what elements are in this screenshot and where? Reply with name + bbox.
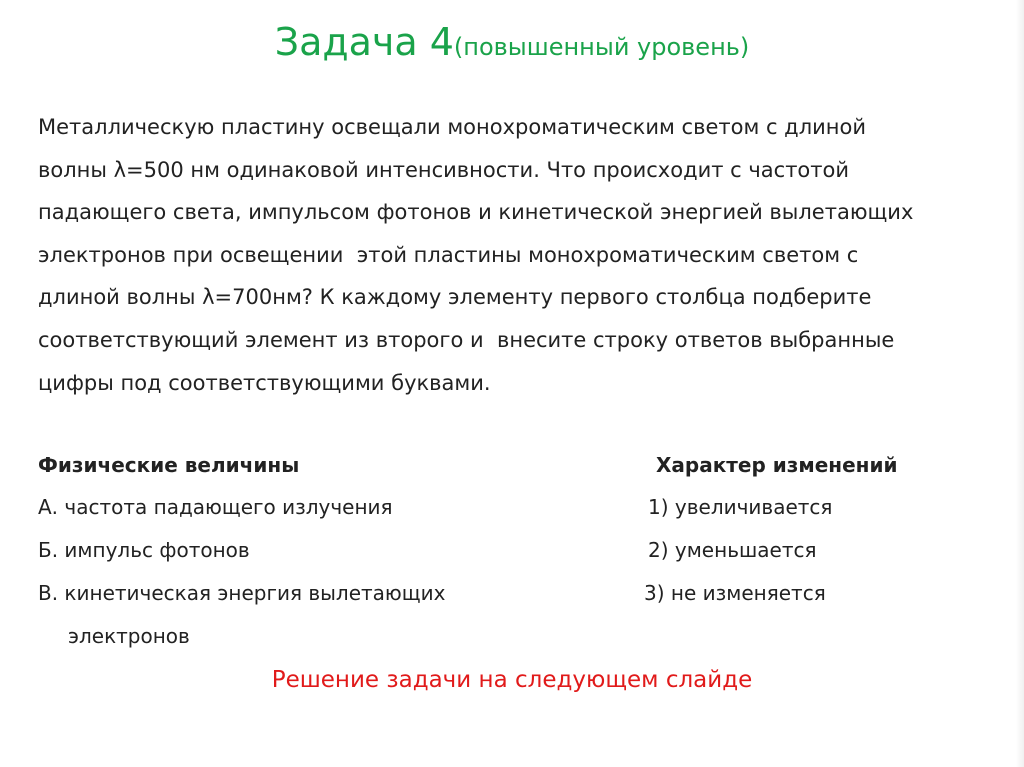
paragraph-line: падающего света, импульсом фотонов и кинетической энергией вылетающих (38, 200, 914, 225)
changes-header: Характер изменений (656, 453, 898, 477)
paragraph-line: электронов при освещении этой пластины монохроматическим светом с (38, 242, 859, 267)
quantity-item-a: А. частота падающего излучения (38, 495, 393, 519)
title-subtitle: (повышенный уровень) (453, 33, 750, 61)
quantity-item-c-continuation: электронов (68, 624, 190, 648)
solution-note: Решение задачи на следующем слайде (271, 667, 753, 693)
paragraph-line: волны λ=500 нм одинаковой интенсивности. Что происходит с частотой (38, 157, 850, 182)
problem-statement (38, 106, 998, 404)
change-option-1: 1) увеличивается (648, 495, 833, 519)
quantities-header: Физические величины (38, 453, 300, 477)
title-main: Задача 4 (274, 20, 454, 64)
quantity-item-b: Б. импульс фотонов (38, 538, 250, 562)
paragraph-line: цифры под соответствующими буквами. (38, 370, 491, 395)
quantity-item-c: В. кинетическая энергия вылетающих (38, 581, 446, 605)
change-option-2: 2) уменьшается (648, 538, 817, 562)
paragraph-line: длиной волны λ=700нм? К каждому элементу первого столбца подберите (38, 285, 872, 310)
slide-title (0, 20, 1024, 64)
paragraph-line: Металлическую пластину освещали монохроматическим светом с длиной (38, 115, 867, 139)
column-headers (38, 453, 998, 483)
slide-edge-shadow (1016, 0, 1024, 767)
paragraph-line: соответствующий элемент из второго и внесите строку ответов выбранные (38, 327, 895, 352)
change-option-3: 3) не изменяется (644, 581, 826, 605)
